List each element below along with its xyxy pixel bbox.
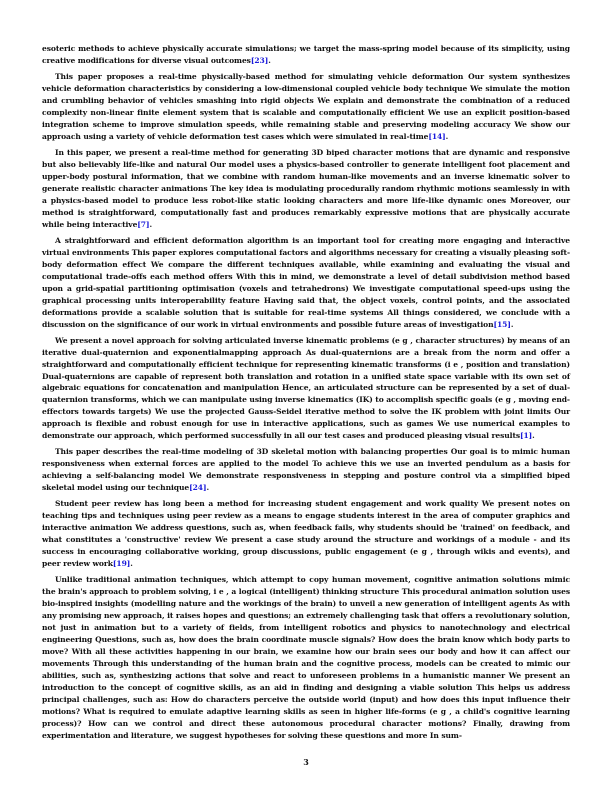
paragraph-5 [42, 446, 570, 494]
paragraph-1 [42, 71, 570, 143]
paragraph-2 [42, 147, 570, 231]
paragraph-text: This paper describes the real-time modeling of 3D skeletal motion with balancing properties Our goal is to mimic human responsiveness when external forces are applied to the model To achieve this we use an inverted pendulum as a basis for achieving a self-balancing model We demonstrate responsiveness in stepping and posture control via a simplified biped skeletal model using our technique [42, 447, 570, 493]
paragraph-3 [42, 235, 570, 331]
paragraph-text: This paper proposes a real-time physically-based method for simulating vehicle deformation Our system synthesizes vehicle deformation characteristics by considering a low-dimensional coupled vehicle body technique We simulate the motion and crumbling behavior of vehicles smashing into rigid objects We explain and demonstrate the combination of a reduced complexity non-linear finite element system that is scalable and computationally efficient We use an explicit position-based integration scheme to improve simulation speeds, while remaining stable and preserving modeling accuracy We show our approach using a variety of vehicle deformation test cases which were simulated in real-time [42, 72, 570, 141]
paragraph-end: . [206, 483, 209, 493]
paragraph-end: . [268, 55, 271, 65]
citation-link[interactable]: [1] [520, 431, 533, 441]
citation-link[interactable]: [24] [189, 483, 207, 493]
paragraph-6 [42, 498, 570, 570]
citation-link[interactable]: [19] [112, 559, 131, 569]
paragraph-end: . [130, 559, 133, 569]
citation-link[interactable]: [23] [250, 55, 269, 65]
paragraph-end: . [532, 431, 535, 441]
paragraph-text: A straightforward and efficient deformation algorithm is an important tool for creating more engaging and interactive virtual environments This paper explores computational factors and algorithms necessary for creating a visually pleasing soft-body deformation effect We compare the different techniques available, while examining and evaluating the visual and computational trade-offs each method offers With this in mind, we demonstrate a level of detail subdivision method based upon a grid-spatial partitioning optimisation (voxels and tetrahedrons) We investigate computational speed-ups using the graphical processing units interoperability feature Having said that, the object voxels, control points, and the associated deformations provide a scalable solution that is suitable for real-time systems All things considered, we conclude with a discussion on the significance of our work in virtual environments and possible future areas of investigation [42, 235, 570, 329]
citation-link[interactable]: [7] [137, 219, 150, 229]
paragraph-text: We present a novel approach for solving articulated inverse kinematic problems (e g , character structures) by means of an iterative dual-quaternion and exponentialmapping approach As dual-quaternions are a break from the norm and offer a straightforward and computationally efficient technique for representing kinematic transforms (i e , position and translation) Dual-quaternions are capable of represent both translation and rotation in a unified state space variable with its own set of algebraic equations for concatenation and manipulation Hence, an articulated structure can be represented by a set of dual-quaternion transforms, which we can manipulate using inverse kinematics (IK) to accomplish specific goals (e g , moving end-effectors towards targets) We use the projected Gauss-Seidel iterative method to solve the IK problem with joint limits Our approach is flexible and robust enough for use in interactive applications, such as games We use numerical examples to demonstrate our approach, which performed successfully in all our test cases and produced pleasing visual results [42, 335, 570, 441]
paragraph-end: . [445, 131, 449, 141]
paragraph-end: . [510, 319, 514, 329]
paragraph-end: . [149, 219, 153, 229]
paragraph-text: esoteric methods to achieve physically accurate simulations; we target the mass-spring model because of its simplicity, using creative modifications for diverse visual outcomes [42, 44, 570, 65]
page-body [42, 43, 570, 746]
citation-link[interactable]: [15] [493, 319, 511, 329]
paragraph-4 [42, 335, 570, 443]
page-number: 3 [303, 757, 309, 767]
paragraph-text: Unlike traditional animation techniques, which attempt to copy human movement, cognitive animation solutions mimic the brain's approach to problem solving, i e , a logical (intelligent) thinking structure This procedural animation solution uses bio-inspired insights (modelling nature and the workings of the brain) to unveil a new generation of intelligent agents As with any promising new approach, it raises hopes and questions; an extremely challenging task that offers a revolutionary solution, not just in animation but to a variety of fields, from intelligent robotics and physics to nanotechnology and electrical engineering Questions, such as, how does the brain coordinate muscle signals? How does the brain know which body parts to move? With all these activities happening in our brain, we examine how our brain sees our body and how it can affect our movements Through this understanding of the human brain and the cognitive process, models can be created to mimic our abilities, such as, synthesizing actions that solve and react to unforeseen problems in a humanistic manner We present an introduction to the concept of cognitive skills, as an aid in finding and designing a viable solution This helps us address principal challenges, such as: How do characters perceive the outside world (input) and how does this input influence their motions? What is required to emulate adaptive learning skills as seen in higher life-forms (e g , a child's cognitive learning process)? How can we control and direct these autonomous procedural character motions? Finally, drawing from experimentation and literature, we suggest hypotheses for solving these questions and more In sum- [42, 575, 570, 740]
paragraph-7 [42, 574, 570, 741]
citation-link[interactable]: [14] [428, 131, 446, 141]
paragraph-text: Student peer review has long been a method for increasing student engagement and work quality We present notes on teaching tips and techniques using peer review as a means to engage students interest in the area of computer graphics and interactive animation We address questions, such as, when feedback fails, why students should be 'trained' on feedback, and what constitutes a 'constructive' review We present a case study around the structure and workings of a module - and its success in encouraging collaborative working, group discussions, public engagement (e g , through wikis and events), and peer review work [42, 499, 570, 569]
paragraph-text: In this paper, we present a real-time method for generating 3D biped character motions that are dynamic and responsive but also believably life-like and natural Our model uses a physics-based controller to generate intelligent foot placement and upper-body postural information, that we combine with random human-like movements and an inverse kinematic solver to generate realistic character animations The key idea is modulating procedurally random rhythmic motions seamlessly in with a physics-based model to produce less robot-like static looking characters and more life-like dynamic ones Moreover, our method is straightforward, computationally fast and produces remarkably expressive motions that are physically accurate while being interactive [42, 148, 570, 229]
paragraph-0 [42, 43, 570, 67]
